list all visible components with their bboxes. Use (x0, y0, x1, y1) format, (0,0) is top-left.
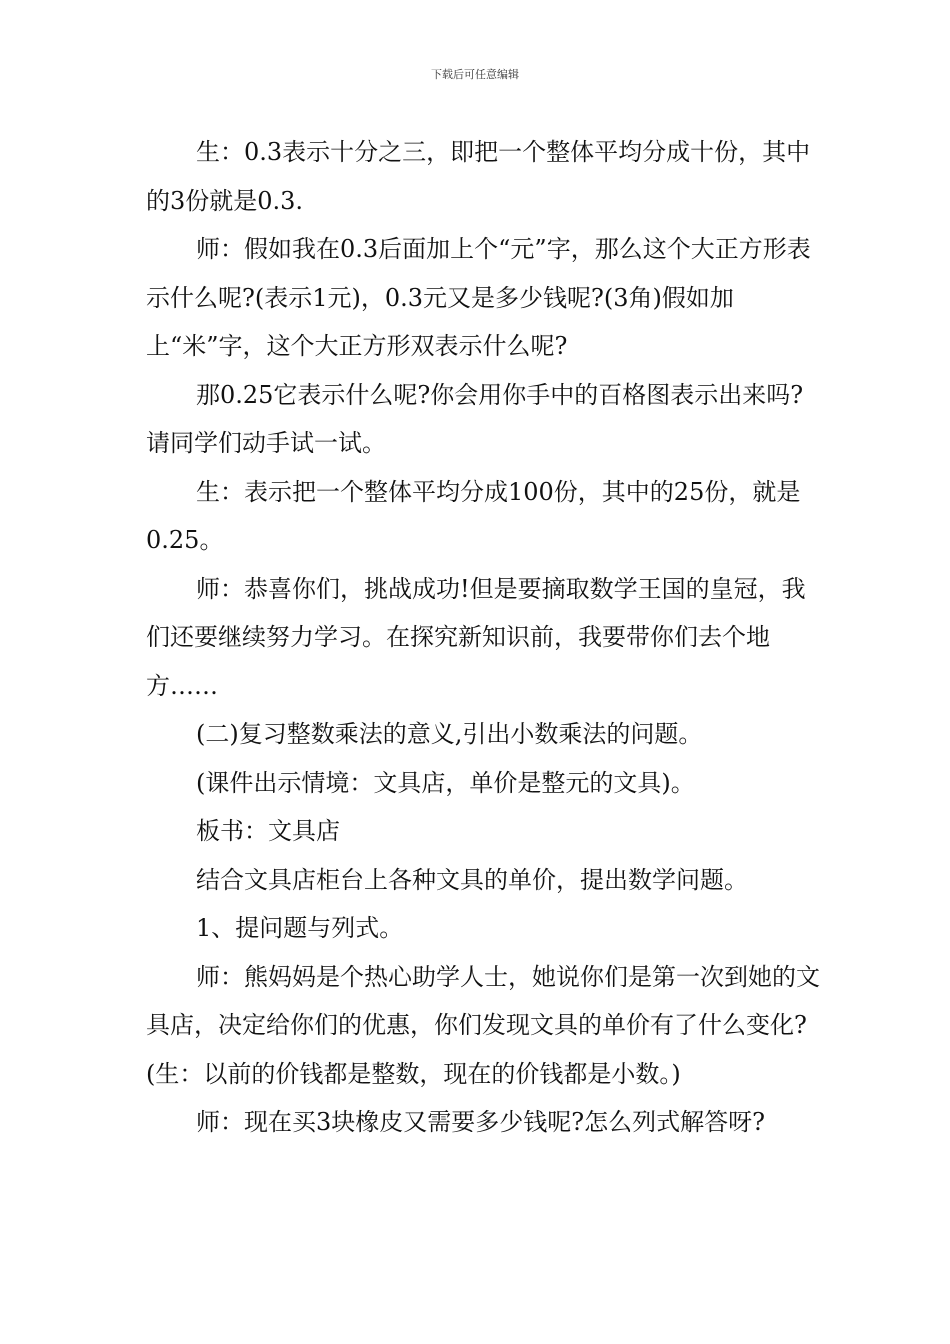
paragraph: 师：假如我在0.3后面加上个“元”字，那么这个大正方形表示什么呢?(表示1元)，0.3元又是多少钱呢?(3角)假如加上“米”字，这个大正方形双表示什么呢? (146, 235, 811, 360)
paragraph: (二)复习整数乘法的意义,引出小数乘法的问题。 (196, 720, 703, 748)
paragraph: 生：表示把一个整体平均分成100份，其中的25份，就是0.25。 (146, 477, 801, 554)
paragraph: 结合文具店柜台上各种文具的单价，提出数学问题。 (196, 865, 748, 894)
paragraph: 师：现在买3块橡皮又需要多少钱呢?怎么列式解答呀? (196, 1108, 766, 1136)
paragraph: 板书：文具店 (196, 817, 340, 845)
paragraph: 师：恭喜你们，挑战成功!但是要摘取数学王国的皇冠，我们还要继续努力学习。在探究新知识前，我要带你们去个地方…… (146, 574, 806, 700)
page-header: 下载后可任意编辑 (431, 68, 519, 81)
document-body (146, 128, 826, 1147)
paragraph: 1、提问题与列式。 (196, 914, 404, 942)
paragraph: (课件出示情境：文具店，单价是整元的文具)。 (196, 768, 695, 797)
paragraph: 那0.25它表示什么呢?你会用你手中的百格图表示出来吗?请同学们动手试一试。 (146, 380, 804, 457)
paragraph: 师：熊妈妈是个热心助学人士，她说你们是第一次到她的文具店，决定给你们的优惠，你们发现文具的单价有了什么变化?(生：以前的价钱都是整数，现在的价钱都是小数。) (146, 962, 820, 1088)
paragraph: 生：0.3表示十分之三，即把一个整体平均分成十份，其中的3份就是0.3. (146, 138, 811, 215)
